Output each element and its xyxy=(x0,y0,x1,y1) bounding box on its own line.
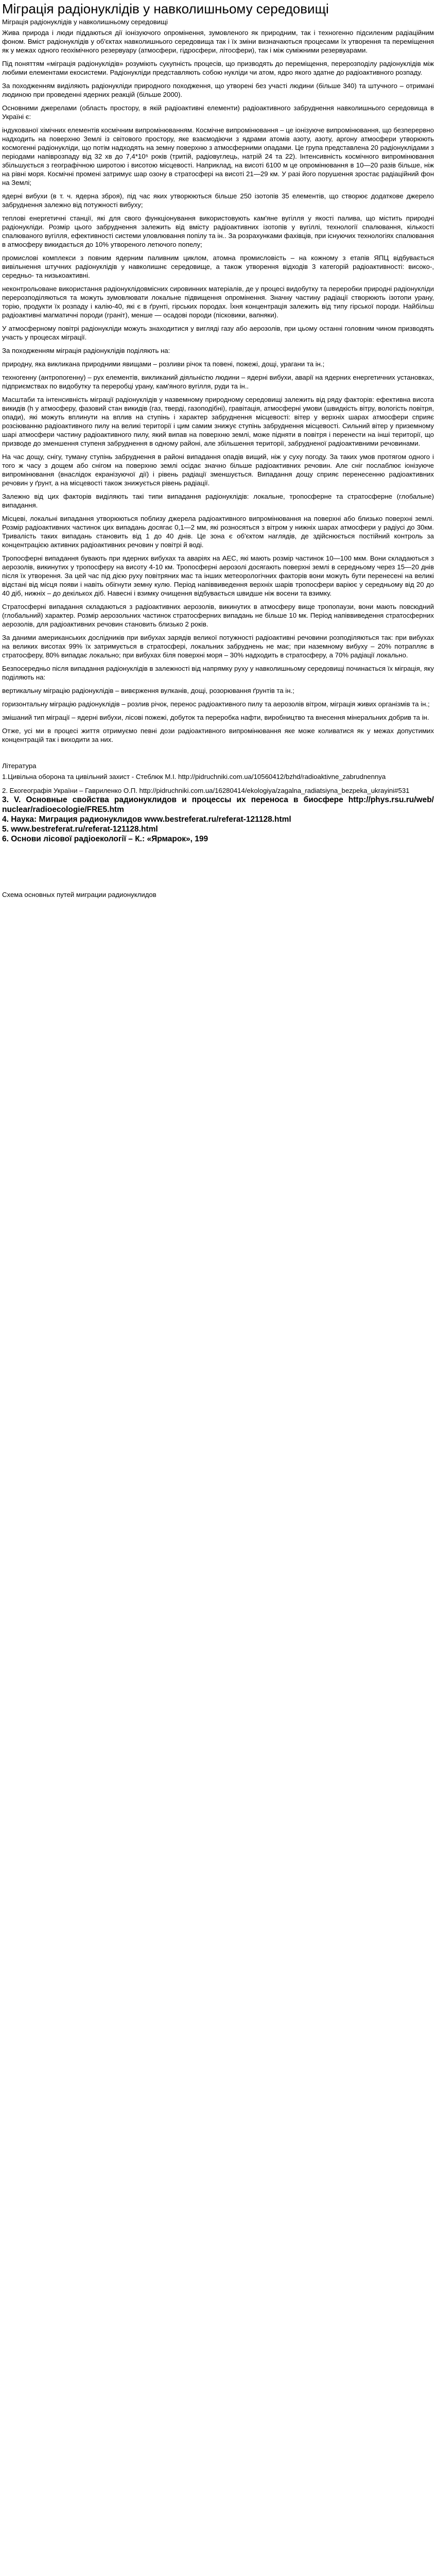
paragraph-vertical-migration: вертикальну міграцію радіонуклідів – вивєрження вулканів, дощі, розорювання ґрунтів та ін.; xyxy=(2,687,294,694)
paragraph-nuclear-explosions: ядерні вибухи (в т. ч. ядерна зброя), під час яких утворюються більше 250 ізотопів 35 елементів, що створює додаткове джерело забруднення залежно від потужності вибуху; xyxy=(2,192,434,209)
paragraph-intro: Жива природа і люди піддаються дії іонізуючого опромінення, зумовленого як природним, так і техногенно підсиленим радіаційним фоном. Вміст радіонуклідів у об'єктах навколишнього середовища так і їх зміни визначаються процесами їх утворення та переміщення як у межах одного геохімічного резервуару (атмосфери, гідросфери, літосфери), так і між суміжними резервуарами. xyxy=(2,29,434,54)
page-title: Міграція радіонуклідів у навколишньому середовищі xyxy=(2,1,329,16)
image-placeholder-space xyxy=(2,844,434,890)
paragraph-technogenic-migration: техногенну (антропогенну) – рух елементів, викликаний діяльністю людини – ядерні вибухи, аварії на ядерних енергетичних установках, підприємствах по видобутку та переробці урану, кам'яного вугілля, руди та ін.. xyxy=(2,374,434,390)
reference-item-bold: 6. Основи лісової радіоекології – К.: «Ярмарок», 199 xyxy=(2,835,208,843)
reference-item-bold: 4. Наука: Миграция радионуклидов www.bestreferat.ru/referat-121128.html xyxy=(2,815,291,824)
paragraph-raw-materials: неконтрольоване використання радіонуклідовмісних сировинних матеріалів, де у процесі видобутку та переробки природні радіонукліди перерозподіляються та можуть зумовлювати локальне підвищення опромінення. Значну частину радіації створюють ізотопи урану, торію, продукти їх розпаду і калію-40, які є в ґрунті, гірських породах. Їхня концентрація залежить від типу гірської породи. Найбільш радіоактивні магматичні породи (граніт), менше — осадові породи (пісковики, вапняки). xyxy=(2,285,434,319)
paragraph-stratospheric-fallout: Стратосферні випадання складаються з радіоактивних аерозолів, викинутих в атмосферу вище тропопаузи, вони мають повсюдний (глобальний) характер. Розмір аерозольних частинок стратосферних випадань не більше 10 мк. Період напіввиведення стратосферних аерозолів, для радіоактивних речовин становить близько 2 років. xyxy=(2,603,434,628)
paragraph-natural-migration: природну, яка викликана природними явищами – розливи річок та повені, пожежі, дощі, урагани та ін.; xyxy=(2,360,325,368)
paragraph-horizontal-migration: горизонтальну міграцію радіонуклідів – розлив річок, перенос радіоактивного пилу та аерозолів вітром, міграція живих організмів та ін.; xyxy=(2,700,430,708)
paragraph-mixed-migration: змішаний тип міграції – ядерні вибухи, лісові пожежі, добуток та переробка нафти, виробництво та внесення мінеральних добрив та ін. xyxy=(2,714,429,721)
subtitle: Міграція радіонуклідів у навколишньому середовищі xyxy=(2,18,168,26)
reference-item: 1.Цивільна оборона та цивільний захист - Стеблюк М.І. http://pidruchniki.com.ua/10560412/bzhd/radioaktivne_zabrudnennya xyxy=(2,773,386,781)
paragraph-nuclear-industry: промислові комплекси з повним ядерним паливним циклом, атомна промисловість – на кожному з етапів ЯПЦ відбувається вивільнення штучних радіонуклідів у навколишнє середовище, а також утворення відходів 3 категорій радіоактивності: високо-, середньо- та низькоактивні. xyxy=(2,254,434,279)
paragraph-scale-factors: Масштаби та інтенсивність міграції радіонуклідів у назвемному природному середовищі залежить від ряду факторів: ефективна висота викидів (h у атмосферу, фазовий стан викидів (газ, тверді, газоподібні), гравітація, атмосферні умови (швидкість вітру, вологість повітря, опади), які можуть вплинути на вплив на ступінь і характер забруднення місцевості: вітер у верхніх шарах атмосфери сприяє розсіюванню радіоактивного пилу на великі території і цим самим знижує ступінь забруднення місцевості. Сильний вітер у приземному шарі атмосфери частину радіоактивного пилу, який випав на поверхню землі, може підняти в повітря і перенести на інші території, що призводе до зменшення ступеня забруднення в одному районі, але збільшення території, забрудненої радіоактивними речовинами. xyxy=(2,396,434,447)
references-heading: Література xyxy=(2,762,37,770)
paragraph-direction-lead: Безпосередньо після випадання радіонуклідів в залежності від напрямку руху у навколишньому середовищі починається їх міграція, яку поділяють на: xyxy=(2,665,434,681)
paragraph-american-research: За даними американських дослідників при вибухах зарядів великої потужності радіоактивні речовини розподіляються так: при вибухах на великих висотах 99% їх затримується в стратосфері, локальних забруднень не має; при наземному вибуху – 20% потрапляє в стратосферу, 80% випадає локально; при вибухах біля поверхні моря – 30% надходить в стратосферу, а 70% радіації локально. xyxy=(2,634,434,659)
paragraph-cosmic: індукованої хімічних елементів космічним випромінюванням. Космічне випромінювання – це іонізуюче випромінювання, що безперервно надходить на поверхню Землі із світового простору, яке взаємодіючи з ядрами атомів азоту, азоту, аргону атмосфери утворюють космогенні радіонукліди, що потім надходять на земну поверхню з атмосферними опадами. Це група представлена 20 радіонуклідами з періодами напіврозпаду від 32 хв до 7,4*10⁵ років (тритій, радіовуглець, натрій 24 та 22). Інтенсивність космічного випромінювання збільшується з географічною широтою і висотою місцевості. Наприклад, на висоті 6100 м це опромінювання в 10—20 разів більше, ніж на рівні моря. Космічні промені затримує шар озону в стратосфері на висоті 21—29 км. У разі його порушення зростає радіаційний фон на Землі; xyxy=(2,126,434,187)
paragraph-local-fallout: Місцеві, локальні випадання утворюються поблизу джерела радіоактивного випромінювання на поверхні або близько поверхні землі. Розмір радіоактивних частинок цих випадань досягає 0,1—2 мм, які розносяться з вітром у нижніх шарах атмосфери у радіусі до 30км. Тривалість таких випадань становить від 1 до 40 днів. Це зона є об'єктом наглядів, де здійснюється постійний контроль за концентрацією активних радіоактивних речовин у повітрі й воді. xyxy=(2,515,434,549)
paragraph-conclusion: Отже, усі ми в процесі життя отримуємо певні дози радіоактивного випромінювання яке може коливатися як у межах допустимих концентрацій так і виходити за них. xyxy=(2,727,434,743)
paragraph-tropospheric-fallout: Тропосферні випадання бувають при ядерних вибухах та аваріях на АЕС, які мають розмір частинок 10—100 мкм. Вони складаються з аерозолів, викинутих у тропосферу на висоту 4-10 км. Тропосферні аерозолі досягають поверхні землі в середньому через 15—20 днів після їх утворення. За цей час під дією руху повітряних мас та інших метеорологічних факторів вони можуть бути перенесені на великі відстані від місця появи і навіть обігнути земну кулю. Період напіввиведення верхніх шарів тропосфери варіює у середньому від 20 до 40 діб, нижніх – до декількох діб. Навесні і взимку очищення відбувається швидше ніж восени та взимку. xyxy=(2,554,434,597)
paragraph-aerosols: У атмосферному повітрі радіонукліди можуть знаходитися у вигляді газу або аерозолів, при цьому останні головним чином призводять участь у процесах міграції. xyxy=(2,325,434,341)
paragraph-origin: За походженням виділяють радіонукліди природного походження, що утворені без участі людини (більше 340) та штучного – отримані людиною при проведенні ядерних реакцій (більше 2000). xyxy=(2,82,434,98)
document-page xyxy=(0,1,436,899)
paragraph-thermal-plants: теплові енергетичні станції, які для свого функціонування використовують кам'яне вугілля у якості палива, що містить природні радіонукліди. Розмір цього забруднення залежить від вмісту радіоактивних ізотопів у вугіллі, технології спалювання, кількості спалюваного вугілля, ефективності системи уловлювання попілу та ін.. За розрахунками фахівців, при існуючих технологіях спалювання в атмосферу викидається до 10% утвореного летючого попелу; xyxy=(2,214,434,248)
reference-item-bold: 3. V. Основные свойства радионуклидов и процессы их переноса в биосфере http://phys.rsu.ru/web/ nuclear/radioecologie/FRE5.htm xyxy=(2,795,434,814)
paragraph-sources-lead: Основними джерелами (область простору, в якій радіоактивні елементи) радіоактивного забруднення навколишнього середовища в Україні є: xyxy=(2,104,434,121)
paragraph-migration-types-lead: За походженням міграція радіонуклідів поділяють на: xyxy=(2,347,170,354)
paragraph-precipitation: На час дощу, снігу, туману ступінь забруднення в районі випадання опадів вищий, ніж у суху погоду. За таких умов протягом одного і того ж часу з дощем або снігом на поверхню землі осідає значно більше радіоактивних речовин. Але сніг послаблює іонізуюче випромінювання (внаслідок екранізуючої дії) і рівень радіації зменшується. Випадання дощу сприяє перенесенню радіоактивних речовин у ґрунт, а на місцевості також знижується рівень радіації. xyxy=(2,453,434,487)
paragraph-fallout-types: Залежно від цих факторів виділяють такі типи випадання радіонуклідів: локальне, тропосферне та стратосферне (глобальне) випадання. xyxy=(2,493,434,509)
reference-item: 2. Екогеографія України – Гавриленко О.П. http://pidruchniki.com.ua/16280414/ekologiya/zagalna_radiatsiyna_bezpeka_ukrayini#531 xyxy=(2,787,410,794)
figure-caption: Схема основных путей миграции радионуклидов xyxy=(2,891,156,899)
paragraph-definition: Під поняттям «міграція радіонуклідів» розуміють сукупність процесів, що призводять до переміщення, перерозподілу радіонуклідів між любими елементами екосистеми. Радіонукліди представляють собою нукліди чи атом, ядро якого здатне до радіоактивного розпаду. xyxy=(2,60,434,76)
reference-item-bold: 5. www.bestreferat.ru/referat-121128.html xyxy=(2,825,158,834)
